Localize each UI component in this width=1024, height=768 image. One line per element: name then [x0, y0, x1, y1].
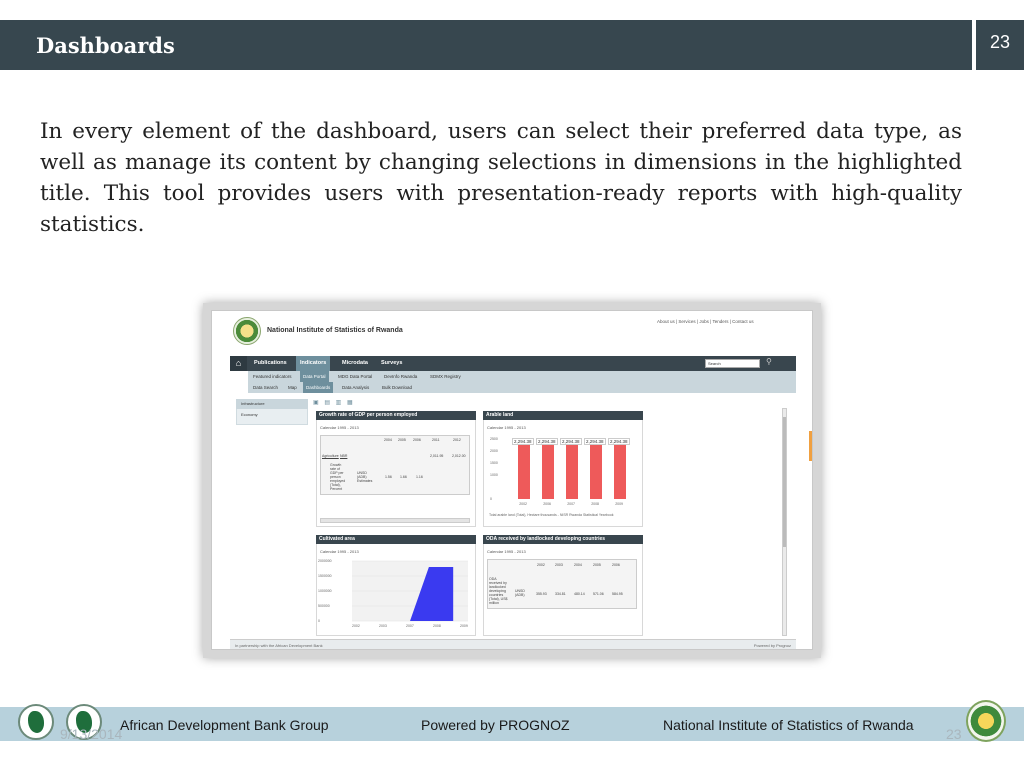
- subnav-map[interactable]: Map: [288, 385, 297, 390]
- cultivated-xtick: 2007: [406, 624, 414, 628]
- page-scrollbar-thumb[interactable]: [783, 417, 786, 547]
- site-footer-right: Powered by Prognoz: [753, 643, 791, 648]
- subnav-bulk-download[interactable]: Bulk Download: [382, 385, 413, 390]
- nav-microdata[interactable]: Microdata: [342, 360, 368, 366]
- gdp-row1-code[interactable]: NBR: [340, 454, 348, 458]
- gdp-row1-val-2: 2,012.00: [452, 454, 466, 458]
- oda-year-3: 2004: [574, 563, 582, 567]
- search-icon[interactable]: ⚲: [766, 357, 772, 366]
- arable-ytick: 2500: [490, 437, 498, 441]
- nav-surveys[interactable]: Surveys: [381, 360, 403, 366]
- oda-year-2: 2003: [555, 563, 563, 567]
- subnav-data-analysis[interactable]: Data Analysis: [342, 385, 370, 390]
- gdp-row1-label[interactable]: Agriculture: [322, 454, 339, 458]
- arable-bar[interactable]: [614, 444, 626, 499]
- arable-bar[interactable]: [590, 444, 602, 499]
- oda-year-4: 2005: [593, 563, 601, 567]
- gdp-row2-val-2: 1.66: [400, 475, 407, 479]
- arable-data-label: 2,294.38: [586, 438, 604, 444]
- arable-ytick: 2000: [490, 449, 498, 453]
- arable-xtick: 2009: [615, 502, 623, 506]
- arable-ytick: 1000: [490, 473, 498, 477]
- arable-ytick: 1500: [490, 461, 498, 465]
- arable-xtick: 2007: [567, 502, 575, 506]
- slide-title: Dashboards: [36, 33, 175, 58]
- gdp-row2-label: Growth rate of GDP per person employed (Total), Percent: [330, 463, 346, 491]
- gdp-horizontal-scrollbar[interactable]: [320, 518, 470, 523]
- arable-bar-chart: [486, 433, 640, 511]
- gdp-year-2: 2005: [398, 438, 406, 442]
- oda-val-4: 571.06: [593, 592, 604, 596]
- oda-year-1: 2002: [537, 563, 545, 567]
- panel-oda-title[interactable]: ODA received by landlocked developing countries: [483, 535, 643, 544]
- gdp-year-4: 2011: [432, 438, 440, 442]
- arable-data-label: 2,294.38: [538, 438, 556, 444]
- gdp-row2-code: UNSD (ADB) Estimates: [357, 471, 373, 483]
- cultivated-xtick: 2003: [379, 624, 387, 628]
- subnav-data-portal[interactable]: Data Portal: [300, 371, 329, 382]
- nav-indicators[interactable]: Indicators: [296, 356, 330, 371]
- arable-bar[interactable]: [518, 444, 530, 499]
- feedback-tab[interactable]: [809, 431, 813, 461]
- dashboard-screenshot: [211, 310, 813, 650]
- arable-bar[interactable]: [542, 444, 554, 499]
- subnav-featured[interactable]: Featured indicators: [253, 374, 292, 379]
- gdp-year-3: 2006: [413, 438, 421, 442]
- footer-nisr: National Institute of Statistics of Rwanda: [663, 717, 914, 733]
- subnav-sdmx[interactable]: SDMX Registry: [430, 374, 461, 379]
- panel-cultivated-title[interactable]: Cultivated area: [316, 535, 476, 544]
- cultivated-calendar[interactable]: Calendar 1995 - 2013: [320, 549, 359, 554]
- site-footer: [230, 639, 796, 650]
- oda-val-1: 355.93: [536, 592, 547, 596]
- gdp-year-1: 2004: [384, 438, 392, 442]
- gdp-year-5: 2012: [453, 438, 461, 442]
- oda-val-5: 584.95: [612, 592, 623, 596]
- oda-val-3: 480.14: [574, 592, 585, 596]
- arable-legend: Total arable land (Total), Hectare thousands - NISR Rwanda Statistical Yearbook: [489, 513, 614, 517]
- cultivated-ytick: 500000: [318, 604, 330, 608]
- site-footer-left: In partnership with the African Development Bank: [235, 643, 323, 648]
- subnav-row-1: [248, 371, 796, 382]
- cultivated-xtick: 2008: [433, 624, 441, 628]
- cultivated-svg: [318, 557, 474, 633]
- subnav-mdg[interactable]: MDG Data Portal: [338, 374, 373, 379]
- site-search-input[interactable]: Search: [705, 359, 760, 368]
- oda-row-label: ODA received by landlocked developing countries (Total), US$ million: [489, 577, 508, 605]
- cultivated-xtick: 2002: [352, 624, 360, 628]
- afdb-logo-1: [18, 704, 54, 740]
- arable-data-label: 2,294.38: [610, 438, 628, 444]
- oda-val-2: 334.81: [555, 592, 566, 596]
- side-panel-header[interactable]: Infrastructure: [236, 399, 308, 409]
- cultivated-ytick: 1500000: [318, 574, 332, 578]
- nisr-site-logo: [233, 317, 261, 345]
- footer-page-number: 23: [946, 726, 962, 742]
- arable-bar[interactable]: [566, 444, 578, 499]
- arable-xtick: 2002: [519, 502, 527, 506]
- site-org-name: National Institute of Statistics of Rwanda: [267, 327, 403, 334]
- oda-calendar[interactable]: Calendar 1995 - 2013: [487, 549, 526, 554]
- arable-ytick: 0: [490, 497, 492, 501]
- footer-afdb: African Development Bank Group: [120, 717, 329, 733]
- cultivated-ytick: 1000000: [318, 589, 332, 593]
- subnav-devinfo[interactable]: DevInfo Rwanda: [384, 374, 418, 379]
- subnav-dashboards[interactable]: Dashboards: [303, 382, 333, 393]
- arable-xtick: 2008: [591, 502, 599, 506]
- oda-year-5: 2006: [612, 563, 620, 567]
- arable-calendar[interactable]: Calendar 1995 - 2013: [487, 425, 526, 430]
- oda-row-code: UNSD (ADB): [515, 589, 525, 597]
- slide-page-number: 23: [989, 32, 1011, 52]
- cultivated-xtick: 2009: [460, 624, 468, 628]
- nisr-logo: [966, 700, 1006, 742]
- arable-data-label: 2,294.38: [562, 438, 580, 444]
- slide-body-text: In every element of the dashboard, users can select their preferred data type, as well as manage its content by changing selections in dimensions in the highlighted title. This tool provides users with presentation-ready reports with high-quality statistics.: [40, 119, 962, 237]
- footer-powered: Powered by PROGNOZ: [421, 717, 570, 733]
- toolbar-icons[interactable]: ▣ ▤ ▥ ▦: [313, 400, 355, 406]
- footer-date: 9/13/2014: [60, 726, 123, 742]
- arable-data-label: 2,294.38: [514, 438, 532, 444]
- panel-gdp-title[interactable]: Growth rate of GDP per person employed: [316, 411, 476, 420]
- nav-publications[interactable]: Publications: [254, 360, 287, 366]
- cultivated-ytick: 2000000: [318, 559, 332, 563]
- home-icon[interactable]: ⌂: [230, 356, 247, 371]
- gdp-row2-val-1: 1.56: [385, 475, 392, 479]
- panel-arable-title[interactable]: Arable land: [483, 411, 643, 420]
- side-item-economy[interactable]: Economy: [241, 412, 258, 417]
- cultivated-area-chart: [318, 557, 474, 633]
- site-top-links[interactable]: About us | Services | Jobs | Tenders | Contact us: [657, 319, 754, 324]
- gdp-calendar[interactable]: Calendar 1995 - 2013: [320, 425, 359, 430]
- gdp-row1-val-1: 2,011.95: [430, 454, 444, 458]
- arable-xtick: 2006: [543, 502, 551, 506]
- gdp-row2-val-3: 1.16: [416, 475, 423, 479]
- cultivated-ytick: 0: [318, 619, 320, 623]
- subnav-data-search[interactable]: Data Search: [253, 385, 279, 390]
